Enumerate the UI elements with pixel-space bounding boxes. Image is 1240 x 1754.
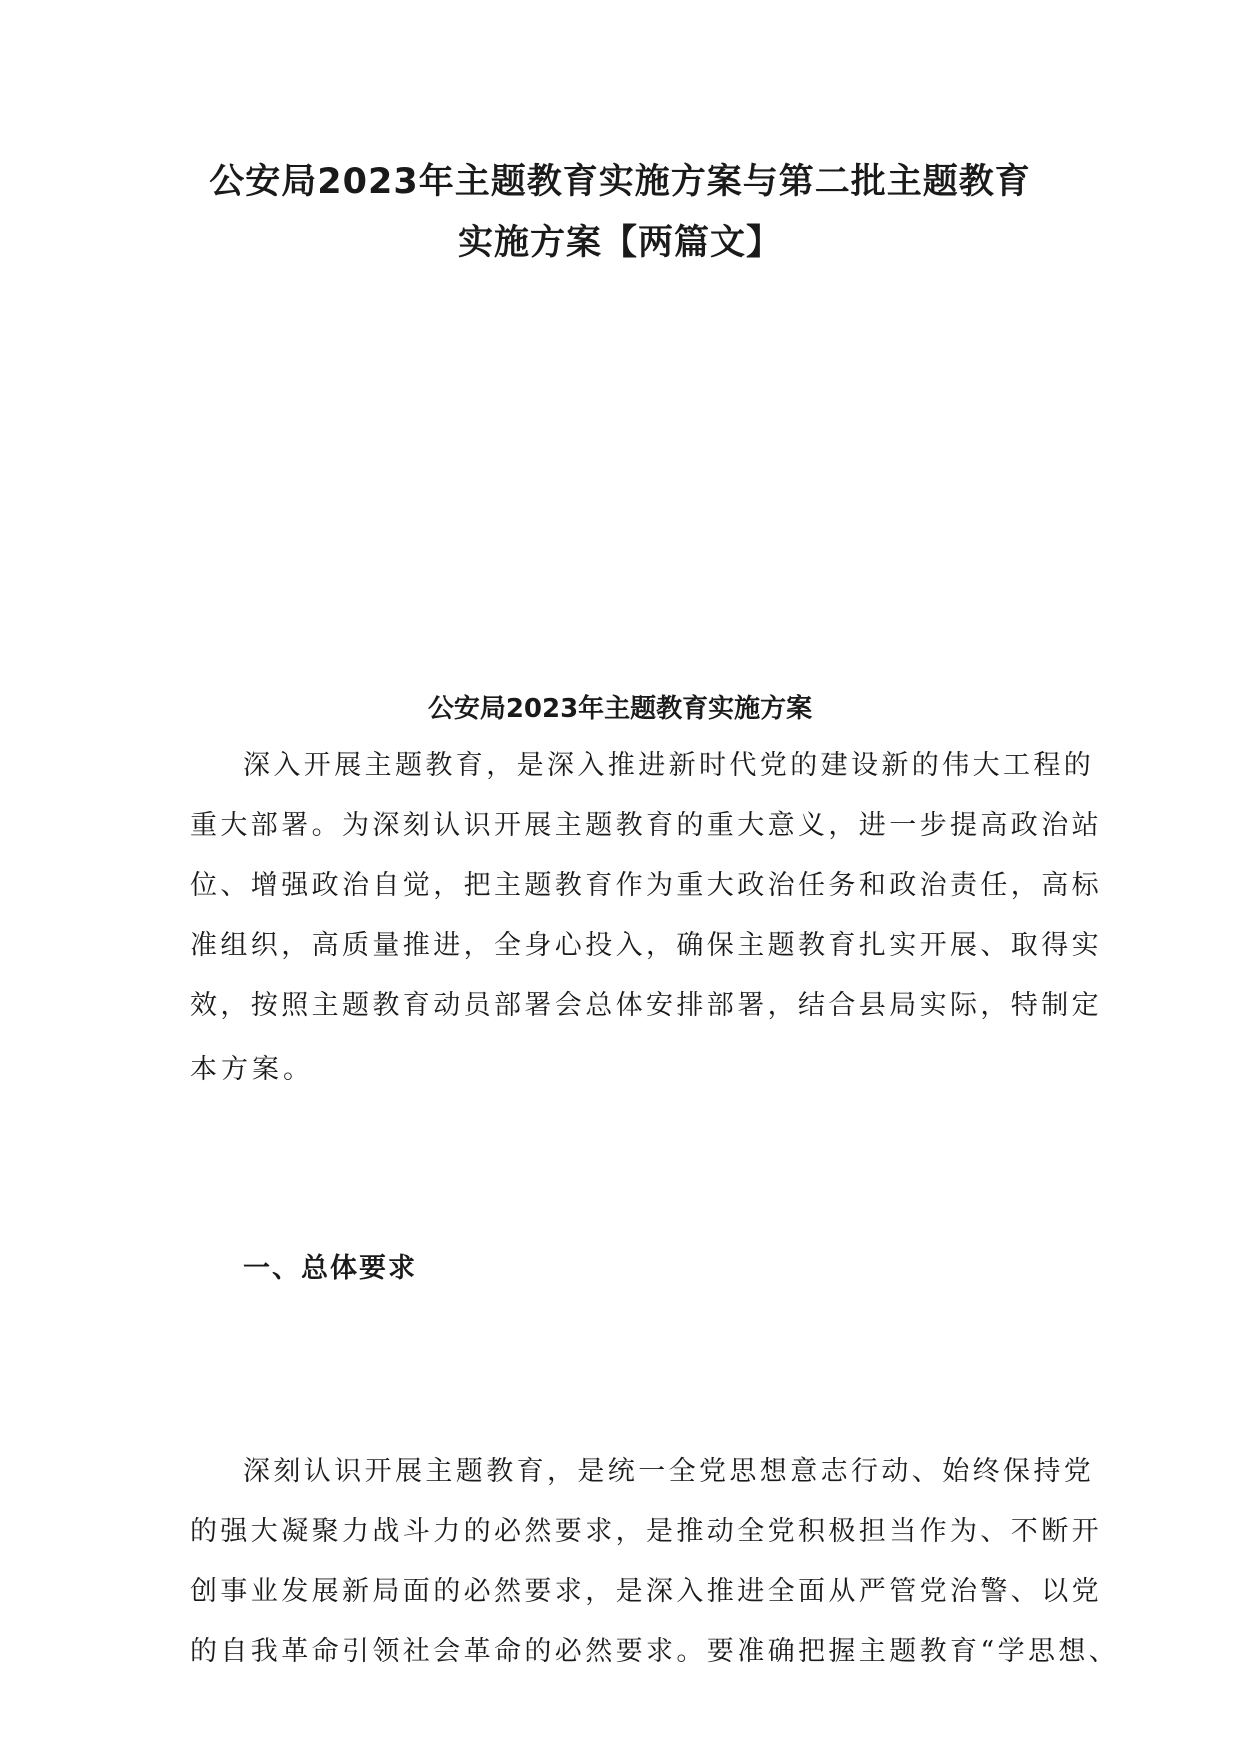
paragraph-line: 的强大凝聚力战斗力的必然要求，是推动全党积极担当作为、不断开 [190, 1516, 1102, 1547]
paragraph-line: 位、增强政治自觉，把主题教育作为重大政治任务和政治责任，高标 [190, 870, 1102, 901]
paragraph-line: 准组织，高质量推进，全身心投入，确保主题教育扎实开展、取得实 [190, 930, 1102, 961]
paragraph-line: 创事业发展新局面的必然要求，是深入推进全面从严管党治警、以党 [190, 1576, 1102, 1607]
document-title-line-2: 实施方案【两篇文】 [457, 223, 782, 263]
paragraph-line: 深刻认识开展主题教育，是统一全党思想意志行动、始终保持党 [243, 1456, 1095, 1487]
heading-general-requirements: 一、总体要求 [243, 1253, 417, 1284]
paragraph-line: 效，按照主题教育动员部署会总体安排部署，结合县局实际，特制定 [190, 990, 1102, 1021]
paragraph-line: 的自我革命引领社会革命的必然要求。要准确把握主题教育“学思想、 [190, 1636, 1120, 1667]
document-title-line-1: 公安局2023年主题教育实施方案与第二批主题教育 [209, 162, 1031, 202]
paragraph-line: 本方案。 [190, 1054, 314, 1085]
paragraph-line: 深入开展主题教育，是深入推进新时代党的建设新的伟大工程的 [243, 750, 1095, 781]
section-title: 公安局2023年主题教育实施方案 [427, 694, 813, 724]
intro-paragraph [190, 736, 1102, 1100]
paragraph-line: 重大部署。为深刻认识开展主题教育的重大意义，进一步提高政治站 [190, 810, 1102, 841]
body-paragraph [190, 1442, 1120, 1682]
